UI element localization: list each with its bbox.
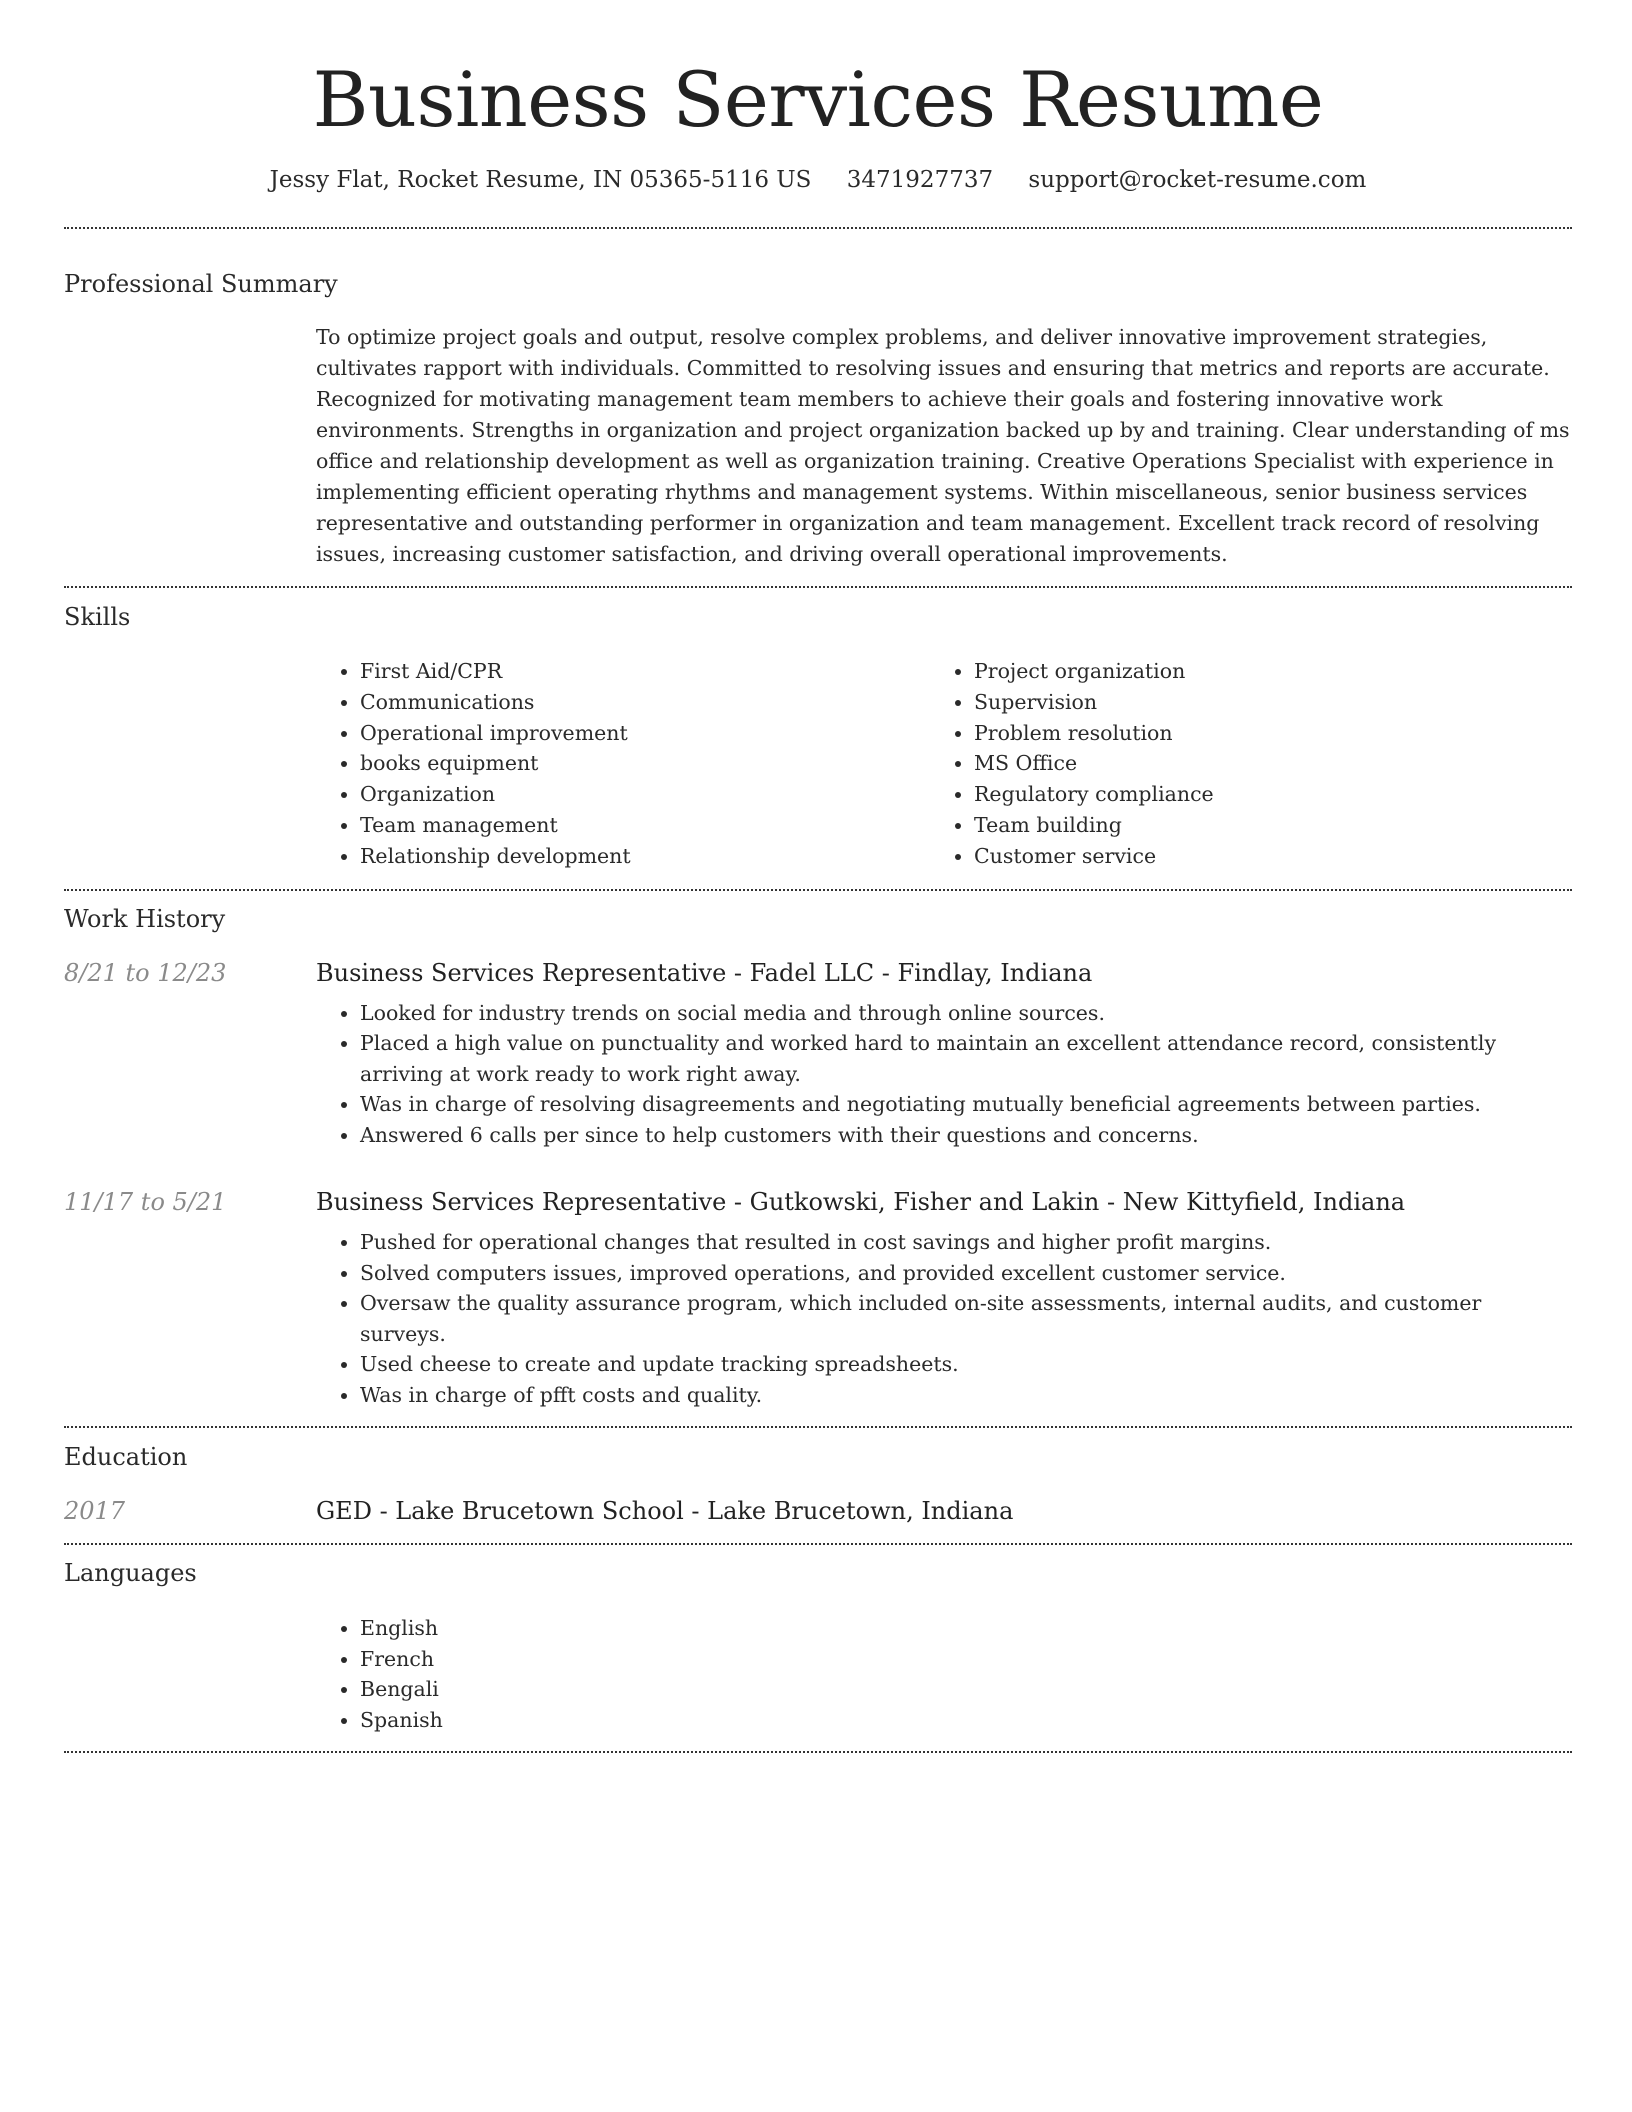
- job-bullet: • Answered 6 calls per since to help customers with their questions and concerns.: [360, 1120, 1572, 1151]
- divider: [64, 1426, 1572, 1428]
- job-entry: [64, 959, 1572, 1151]
- divider: [64, 586, 1572, 588]
- languages-heading: Languages: [64, 1559, 197, 1588]
- skill-item: • books equipment: [360, 748, 930, 779]
- job-entry: [64, 1188, 1572, 1410]
- education-entry: [64, 1497, 1572, 1525]
- summary-text: To optimize project goals and output, resolve complex problems, and deliver innovative improvement strategies, cultivates rapport with individuals. Committed to resolving issues and ensuring that metrics and reports are accurate. Recognized for motivating management team members to achieve their goals and fostering innovative work environments. Strengths in organization and project organization backed up by and training. Clear understanding of ms office and relationship development as well as organization training. Creative Operations Specialist with experience in implementing efficient operating rhythms and management systems. Within miscellaneous, senior business services representative and outstanding performer in organization and team management. Excellent track record of resolving issues, increasing customer satisfaction, and driving overall operational improvements.: [316, 325, 1570, 566]
- languages-section: [316, 1613, 1572, 1735]
- skill-item: • Project organization: [974, 656, 1544, 687]
- languages-list: [316, 1613, 1572, 1735]
- job-bullets-wrap: [316, 1227, 1572, 1410]
- job-bullets: [316, 998, 1572, 1151]
- contact-address: Jessy Flat, Rocket Resume, IN 05365-5116 US: [269, 167, 812, 193]
- contact-email: support@rocket-resume.com: [1028, 167, 1367, 193]
- skill-item: • Operational improvement: [360, 718, 930, 749]
- job-bullet: • Was in charge of resolving disagreements and negotiating mutually beneficial agreements between parties.: [360, 1089, 1572, 1120]
- divider: [64, 1543, 1572, 1545]
- education-degree: GED - Lake Brucetown School - Lake Brucetown, Indiana: [316, 1497, 1014, 1526]
- resume-title: Business Services Resume: [312, 55, 1324, 144]
- job-dates: 8/21 to 12/23: [64, 958, 227, 987]
- skill-item: • Team building: [974, 810, 1544, 841]
- skill-item: • Supervision: [974, 687, 1544, 718]
- summary-heading: Professional Summary: [64, 270, 338, 298]
- job-header: [64, 959, 1572, 987]
- job-bullet: • Used cheese to create and update tracking spreadsheets.: [360, 1349, 1572, 1380]
- job-bullet: • Was in charge of pfft costs and quality.: [360, 1380, 1572, 1411]
- skill-item: • First Aid/CPR: [360, 656, 930, 687]
- job-bullet: • Solved computers issues, improved operations, and provided excellent customer service.: [360, 1258, 1572, 1289]
- skill-item: • Regulatory compliance: [974, 779, 1544, 810]
- skills-heading: Skills: [64, 603, 131, 631]
- skill-item: • Organization: [360, 779, 930, 810]
- divider: [64, 889, 1572, 891]
- skill-item: • MS Office: [974, 748, 1544, 779]
- skill-item: • Team management: [360, 810, 930, 841]
- language-item: • Spanish: [360, 1705, 1572, 1736]
- skill-item: • Communications: [360, 687, 930, 718]
- job-header: [64, 1188, 1572, 1216]
- skill-item: • Relationship development: [360, 841, 930, 872]
- job-bullet: • Looked for industry trends on social media and through online sources.: [360, 998, 1572, 1029]
- skills-list-right: [930, 656, 1544, 872]
- contact-phone: 3471927737: [846, 167, 994, 193]
- language-item: • Bengali: [360, 1674, 1572, 1705]
- skill-item: • Problem resolution: [974, 718, 1544, 749]
- language-item: • French: [360, 1644, 1572, 1675]
- skills-section: [316, 656, 1572, 872]
- skills-list-left: [316, 656, 930, 872]
- contact-line: [64, 165, 1572, 195]
- language-item: • English: [360, 1613, 1572, 1644]
- job-bullets-wrap: [316, 998, 1572, 1151]
- divider: [64, 227, 1572, 229]
- job-bullet: • Pushed for operational changes that resulted in cost savings and higher profit margins.: [360, 1227, 1572, 1258]
- job-dates: 11/17 to 5/21: [64, 1188, 227, 1217]
- education-heading: Education: [64, 1443, 188, 1472]
- summary-section: [316, 322, 1572, 570]
- resume-page: [64, 0, 1572, 1753]
- job-title: Business Services Representative - Gutkowski, Fisher and Lakin - New Kittyfield, Indiana: [316, 1188, 1406, 1217]
- divider: [64, 1751, 1572, 1753]
- work-heading: Work History: [64, 904, 226, 933]
- job-bullet: • Placed a high value on punctuality and worked hard to maintain an excellent attendance record, consistently arriving at work ready to work right away.: [360, 1028, 1572, 1089]
- job-bullets: [316, 1227, 1572, 1410]
- skill-item: • Customer service: [974, 841, 1544, 872]
- job-bullet: • Oversaw the quality assurance program, which included on-site assessments, internal audits, and customer surveys.: [360, 1288, 1572, 1349]
- education-year: 2017: [64, 1497, 126, 1526]
- job-title: Business Services Representative - Fadel LLC - Findlay, Indiana: [316, 958, 1093, 987]
